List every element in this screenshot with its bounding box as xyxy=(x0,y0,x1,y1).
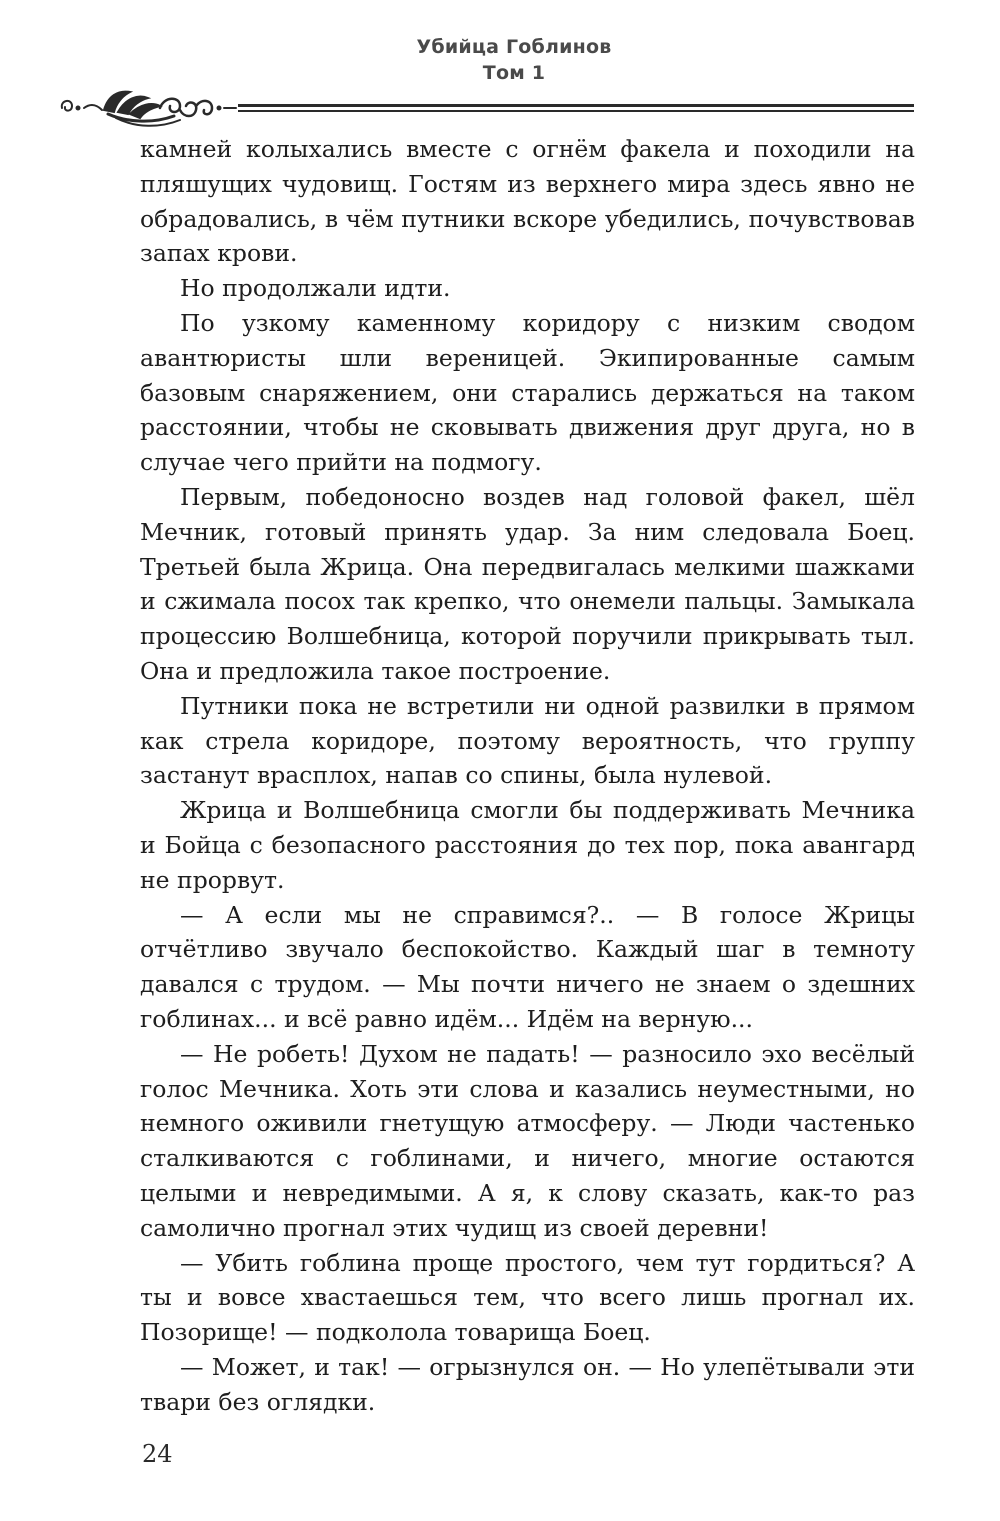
dialogue-1: — А если мы не справимся?.. — В голосе Жрицы отчётливо звучало беспокойство. Каждый шаг в темноту давался с трудом. — Мы почти ничего не знаем о здешних гоблинах... и всё равно идём... Идём на верную... xyxy=(140,900,915,1033)
paragraph-2: Но продолжали идти. xyxy=(180,274,451,303)
paragraph-6: Жрица и Волшебница смогли бы поддерживать Мечника и Бойца с безопасного расстояния до тех пор, пока авангард не прорвут. xyxy=(140,796,915,894)
dialogue-4: — Может, и так! — огрызнулся он. — Но улепётывали эти твари без оглядки. xyxy=(140,1352,915,1416)
body-text xyxy=(140,132,915,1419)
book-title: Убийца Гоблинов xyxy=(416,36,612,58)
dialogue-2: — Не робеть! Духом не падать! — разносило эхо весёлый голос Мечника. Хоть эти слова и казались неуместными, но немного оживили гнетущую атмосферу. — Люди частенько сталкиваются с гоблинами, и ничего, многие остаются целыми и невредимыми. А я, к слову сказать, как-то раз самолично прогнал этих чудищ из своей деревни! xyxy=(140,1039,915,1242)
dialogue-3: — Убить гоблина проще простого, чем тут гордиться? А ты и вовсе хвастаешься тем, что всего лишь прогнал их. Позорище! — подколола товарища Боец. xyxy=(140,1248,915,1347)
paragraph-4: Первым, победоносно воздев над головой факел, шёл Мечник, готовый принять удар. За ним следовала Боец. Третьей была Жрица. Она передвигалась мелкими шажками и сжимала посох так крепко, что онемели пальцы. Замыкала процессию Волшебница, которой поручили прикрывать тыл. Она и предложила такое построение. xyxy=(140,482,915,685)
decorative-flourish-ornament xyxy=(56,84,916,130)
running-header xyxy=(0,34,1000,86)
page-number: 24 xyxy=(142,1440,173,1468)
paragraph-5: Путники пока не встретили ни одной развилки в прямом как стрела коридоре, поэтому вероятность, что группу застанут врасплох, напав со спины, была нулевой. xyxy=(140,691,915,790)
volume-label: Том 1 xyxy=(482,62,546,84)
paragraph-3: По узкому каменному коридору с низким сводом авантюристы шли вереницей. Экипированные самым базовым снаряжением, они старались держаться на таком расстоянии, чтобы не сковывать движения друг друга, но в случае чего прийти на подмогу. xyxy=(140,308,915,477)
paragraph-1: камней колыхались вместе с огнём факела и походили на пляшущих чудовищ. Гостям из верхнего мира здесь явно не обрадовались, в чём путники вскоре убедились, почувствовав запах крови. xyxy=(140,135,915,268)
